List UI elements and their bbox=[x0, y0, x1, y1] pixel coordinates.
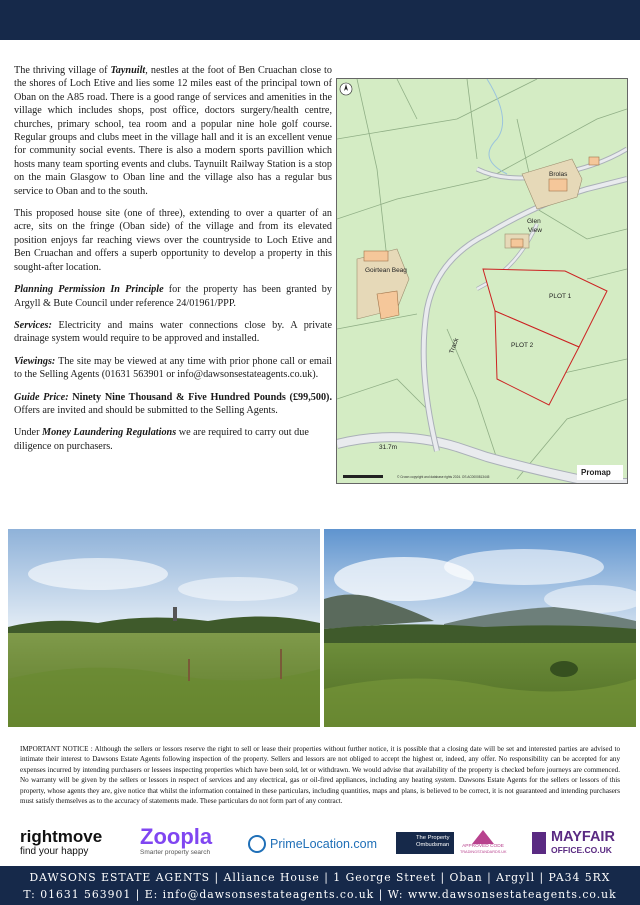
scale-bar bbox=[343, 475, 383, 478]
zoopla-tagline: Smarter property search bbox=[140, 849, 211, 856]
planning-paragraph bbox=[14, 283, 332, 310]
services-text: Electricity and mains water connections close by. A private drainage system would require to be approved and installed. bbox=[14, 319, 332, 345]
map-label-plot2: PLOT 2 bbox=[511, 342, 534, 349]
map-label-view: View bbox=[528, 227, 542, 234]
outbuilding bbox=[589, 157, 599, 165]
price-amount: Ninety Nine Thousand & Five Hundred Pounds (£99,500). bbox=[68, 391, 332, 403]
photo-field-with-trees bbox=[8, 529, 320, 727]
services-paragraph bbox=[14, 319, 332, 346]
primelocation-logo[interactable] bbox=[248, 835, 377, 853]
ombudsman-line1: The Property bbox=[416, 835, 450, 841]
mayfair-icon bbox=[532, 832, 546, 854]
rightmove-logo[interactable] bbox=[20, 828, 102, 858]
price-paragraph bbox=[14, 391, 332, 418]
price-heading: Guide Price: bbox=[14, 391, 69, 403]
footer-bar bbox=[0, 866, 640, 905]
goirtean-shed bbox=[377, 291, 399, 319]
laundering-text: we are required to carry out due diligence on purchasers. bbox=[14, 427, 309, 452]
photo-right-svg bbox=[324, 529, 636, 727]
mayfair-sub: OFFICE.CO.UK bbox=[551, 845, 612, 855]
mayfair-office-logo[interactable] bbox=[532, 830, 615, 855]
map-label-height: 31.7m bbox=[379, 444, 398, 451]
primelocation-icon bbox=[248, 835, 266, 853]
map-label-brolas: Brolas bbox=[549, 171, 568, 178]
zoopla-name: Zoopla bbox=[140, 824, 213, 849]
description-column bbox=[14, 64, 332, 462]
viewings-text: The site may be viewed at any time with prior phone call or email to the Selling Agents (01631 563901 or info@dawsonsestateagents.co.uk). bbox=[14, 355, 332, 381]
important-notice: IMPORTANT NOTICE : Although the sellers or lessors reserve the right to sell or lease their properties without further notice, it is possible that a closing date will be set and interested parties are advised to intimate their interest to Dawsons Estate Agents following inspection of the property. Sellers and lessors are not obliged to accept the highest or, indeed, any offer. No responsibility can be accepted for any expenses incurred by intending purchasers or lessees inspecting properties which have been sold, let or withdrawn. We would advise that availability of the property is checked before journeys are commenced. No warranty will be given by the sellers or lessors in respect of services and any electrical, gas or oil-fired appliances, including any heating system. Dawsons Estate Agents for the sellers or lessors of this property, whose agents they are, give notice that whilst the information contained in these particulars, including quantities, maps and plans, is believed to be correct, it is not guaranteed and intending purchasers must satisfy themselves as to the accuracy of statements made. These particulars do not form part of any contract. bbox=[20, 745, 620, 806]
glen-view-building bbox=[511, 239, 523, 247]
north-arrow-icon bbox=[340, 83, 352, 95]
viewings-heading: Viewings: bbox=[14, 355, 56, 367]
goirtean-house bbox=[364, 251, 388, 261]
site-paragraph: This proposed house site (one of three), extending to over a quarter of an acre, sits on the fringe (Oban side) of the village and from its elevated position enjoys far reaching views over the countryside to Loch Etive and Ben Cruachan and offers a superb opportunity to develop a property in this sought-after location. bbox=[14, 208, 332, 273]
footer-contact: T: 01631 563901 | E: info@dawsonsestateagents.co.uk | W: www.dawsonsestateagents.co.uk bbox=[23, 888, 617, 901]
brolas-building bbox=[549, 179, 567, 191]
rightmove-tagline: find your happy bbox=[20, 846, 89, 857]
footer-address: DAWSONS ESTATE AGENTS | Alliance House | 1 George Street | Oban | Argyll | PA34 5RX bbox=[29, 871, 611, 884]
laundering-heading: Money Laundering Regulations bbox=[42, 427, 177, 439]
approved-code-logo[interactable] bbox=[460, 830, 506, 855]
map-svg bbox=[337, 79, 627, 483]
approved-code-icon bbox=[472, 830, 494, 844]
planning-text: for the property has been granted by Argyll & Bute Council under reference 24/01961/PPP. bbox=[14, 284, 332, 309]
intro-paragraph bbox=[14, 64, 332, 198]
village-name: Taynuilt bbox=[110, 65, 146, 76]
primelocation-name: PrimeLocation.com bbox=[270, 837, 377, 851]
photo-left-svg bbox=[8, 529, 320, 727]
top-banner bbox=[0, 0, 640, 40]
map-label-track: Track bbox=[448, 337, 461, 355]
intro-text: The thriving village of bbox=[14, 65, 111, 76]
ombudsman-line2: Ombudsman bbox=[416, 842, 450, 848]
viewings-paragraph bbox=[14, 355, 332, 382]
map-label-plot1: PLOT 1 bbox=[549, 293, 572, 300]
mayfair-name: MAYFAIR bbox=[551, 829, 615, 845]
zoopla-logo[interactable] bbox=[140, 826, 212, 858]
rightmove-name: rightmove bbox=[20, 827, 103, 846]
approved-code-label: APPROVED CODE bbox=[462, 844, 504, 849]
map-copyright: © Crown copyright and database rights 2024. OS AC0000813445 bbox=[397, 475, 490, 479]
approved-code-sub: TRADINGSTANDARDS.UK bbox=[460, 850, 507, 854]
ombudsman-logo[interactable] bbox=[396, 832, 454, 854]
planning-heading: Planning Permission In Principle bbox=[14, 284, 164, 296]
photo-field-with-mountains bbox=[324, 529, 636, 727]
map-label-glen: Glen bbox=[527, 218, 541, 225]
price-text: Offers are invited and should be submitted to the Selling Agents. bbox=[14, 404, 278, 416]
site-map bbox=[336, 78, 628, 484]
promap-logo: Promap bbox=[581, 468, 611, 477]
services-heading: Services: bbox=[14, 319, 52, 331]
laundering-paragraph bbox=[14, 426, 332, 453]
partner-logos bbox=[20, 826, 620, 864]
laundering-prefix: Under bbox=[14, 427, 43, 439]
intro-text-cont: , nestles at the foot of Ben Cruachan close to the shores of Loch Etive and lies some 12 miles east of the principal town of Oban on the A85 road. There is a good range of services and amenities in the village which includes shops, post office, doctors surgery/health centre, churches, primary school, tea room and a popular nine hole golf course. Regular groups and clubs meet in the village hall and it is an excellent venue for community social events. There is also a modern sports pavillion which hosts many team sporting events and clubs. Taynuilt Railway Station is a stop on the main Glasgow to Oban line and the village also has a regular bus service to Oban and to the south. bbox=[14, 65, 332, 197]
map-label-goirtean: Goirtean Beag bbox=[365, 267, 407, 274]
